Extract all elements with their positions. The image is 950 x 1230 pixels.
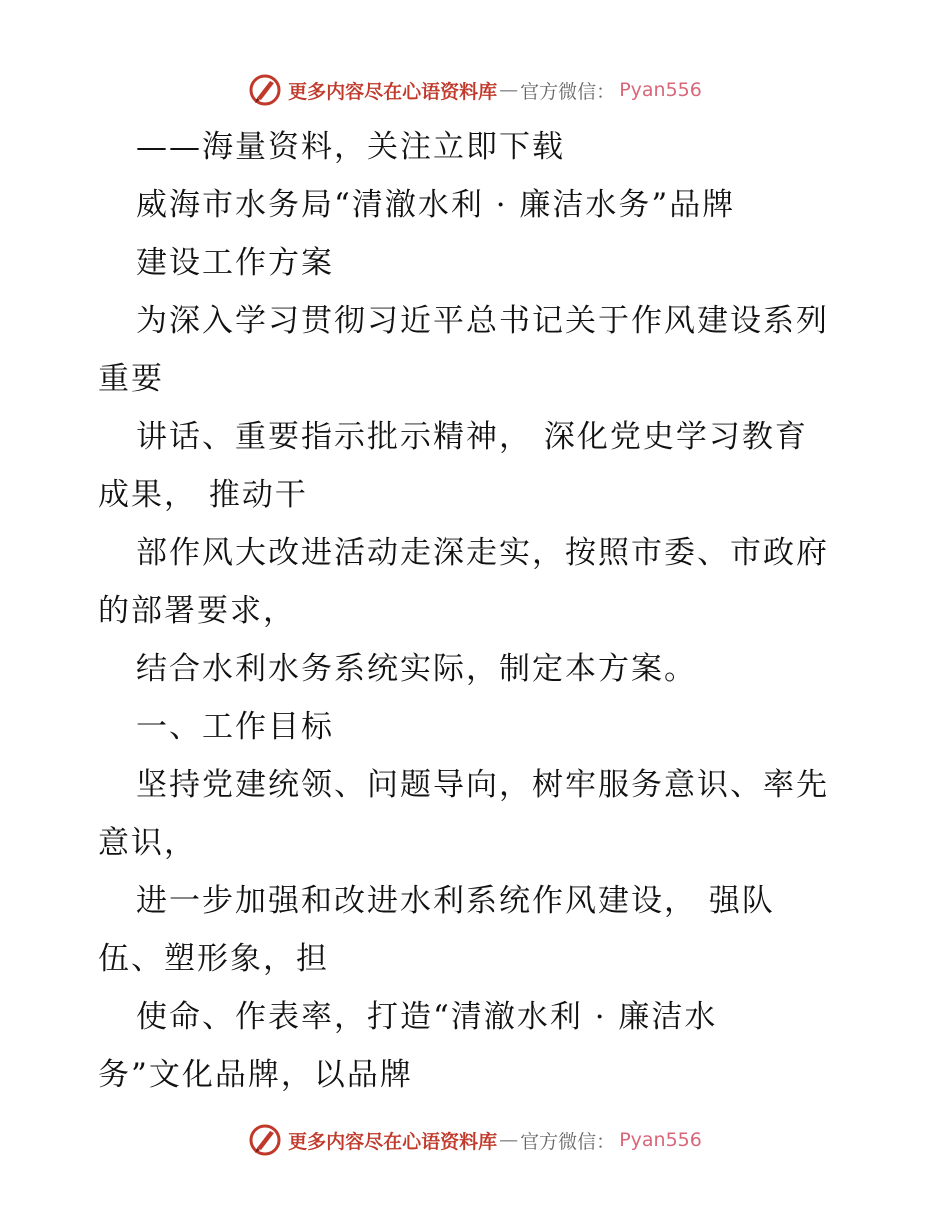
banner-text [288,1127,702,1154]
text-line: 使命、作表率，打造“清澈水利 · 廉洁水 [136,999,718,1035]
banner-wechat-id: Pyan556 [619,79,702,101]
text-line: 结合水利水务系统实际，制定本方案。 [136,651,697,687]
text-line: 进一步加强和改进水利系统作风建设， 强队 [136,883,775,919]
footer-banner [0,1120,950,1160]
text-line: 讲话、重要指示批示精神， 深化党史学习教育 [136,419,808,455]
banner-title: 更多内容尽在心语资料库 [288,1130,498,1153]
text-line: 坚持党建统领、问题导向，树牢服务意识、率先 [136,767,829,803]
banner-wechat-label: 官方微信： [520,80,616,103]
text-line: 重要 [98,361,164,397]
banner-wechat-label: 官方微信： [520,1130,616,1153]
text-line: 意识， [98,825,197,861]
banner-dash: — [499,1129,519,1151]
header-banner [0,70,950,110]
text-line: 部作风大改进活动走深走实，按照市委、市政府 [136,535,829,571]
banner-title: 更多内容尽在心语资料库 [288,80,498,103]
banner-text [288,77,702,104]
text-line: 的部署要求， [98,593,296,629]
document-title-continued: 建设工作方案 [136,245,334,281]
document-body [98,118,878,1104]
banner-wechat-id: Pyan556 [619,1129,702,1151]
text-line: ——海量资料，关注立即下载 [136,129,565,165]
text-line: 成果， 推动干 [98,477,308,513]
section-heading: 一、工作目标 [136,709,334,745]
banner-dash: — [499,79,519,101]
text-line: 伍、塑形象，担 [98,941,329,977]
text-line: 为深入学习贯彻习近平总书记关于作风建设系列 [136,303,829,339]
quill-pen-logo-icon [248,73,282,107]
quill-pen-logo-icon [248,1123,282,1157]
document-title: 威海市水务局“清澈水利 · 廉洁水务”品牌 [136,187,736,223]
text-line: 务”文化品牌，以品牌 [98,1057,413,1093]
